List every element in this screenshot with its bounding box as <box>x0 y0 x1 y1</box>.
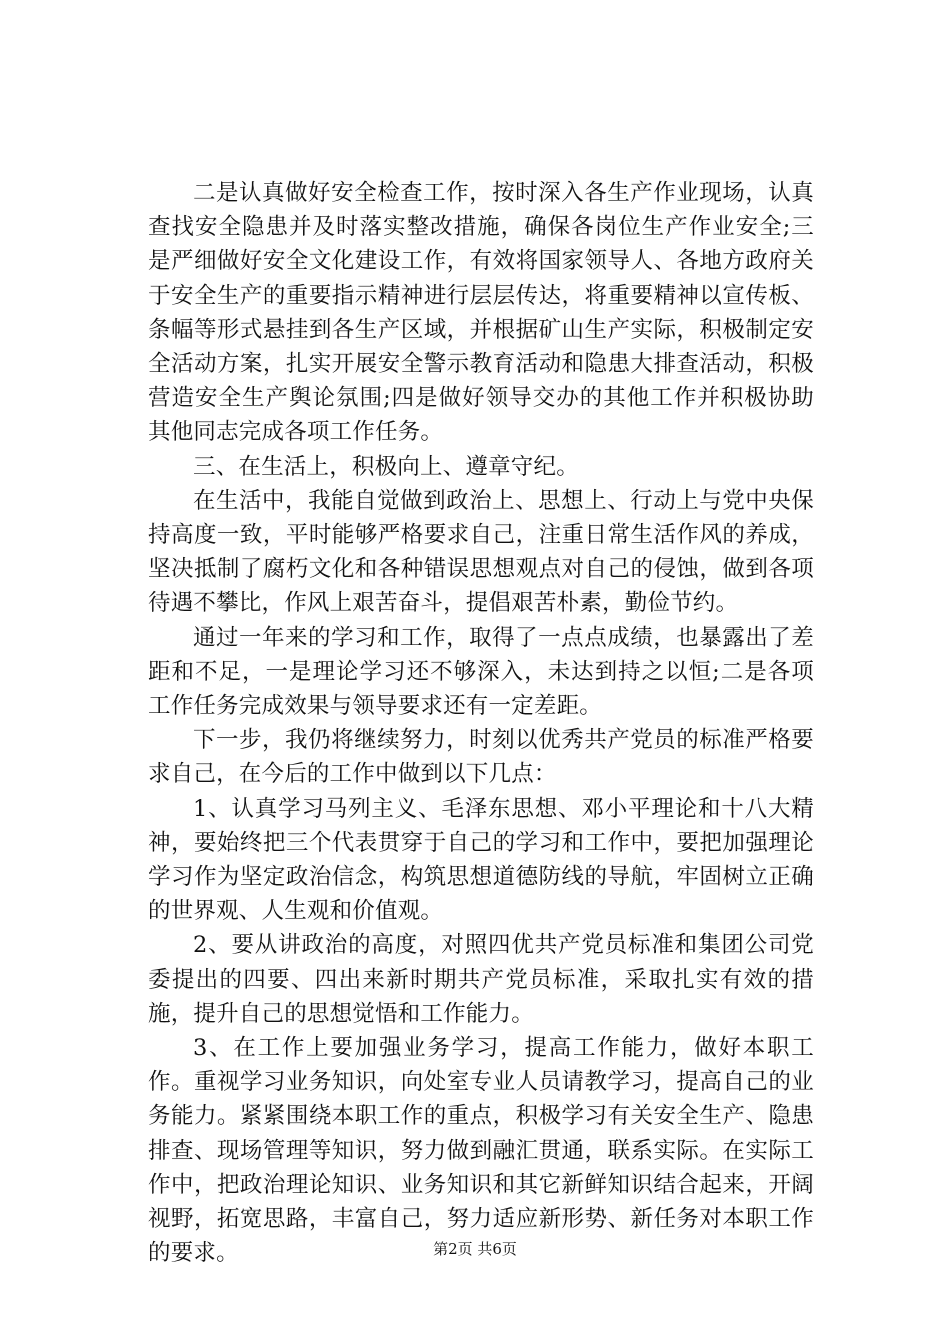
paragraph-next-step: 下一步，我仍将继续努力，时刻以优秀共产党员的标准严格要求自己，在今后的工作中做到以下几点： <box>148 727 814 788</box>
list-item-1: 1、认真学习马列主义、毛泽东思想、邓小平理论和十八大精神，要始终把三个代表贯穿于自己的学习和工作中，要把加强理论学习作为坚定政治信念，构筑思想道德防线的导航，牢固树立正确的世界观、人生观和价值观。 <box>148 795 814 925</box>
paragraph-life: 在生活中，我能自觉做到政治上、思想上、行动上与党中央保持高度一致，平时能够严格要求自己，注重日常生活作风的养成，坚决抵制了腐朽文化和各种错误思想观点对自己的侵蚀，做到各项待遇不攀比，作风上艰苦奋斗，提倡艰苦朴素，勤俭节约。 <box>148 487 814 617</box>
document-body <box>148 176 814 1271</box>
heading-life-section: 三、在生活上，积极向上、遵章守纪。 <box>193 453 579 480</box>
list-item-2: 2、要从讲政治的高度，对照四优共产党员标准和集团公司党委提出的四要、四出来新时期共产党员标准，采取扎实有效的措施，提升自己的思想觉悟和工作能力。 <box>148 932 814 1027</box>
list-item-3: 3、在工作上要加强业务学习，提高工作能力，做好本职工作。重视学习业务知识，向处室专业人员请教学习，提高自己的业务能力。紧紧围绕本职工作的重点，积极学习有关安全生产、隐患排查、现场管理等知识，努力做到融汇贯通，联系实际。在实际工作中，把政治理论知识、业务知识和其它新鲜知识结合起来，开阔视野，拓宽思路，丰富自己，努力适应新形势、新任务对本职工作的要求。 <box>148 1035 814 1267</box>
page-number-footer: 第2页 共6页 <box>433 1240 517 1258</box>
paragraph-shortcomings: 通过一年来的学习和工作，取得了一点点成绩，也暴露出了差距和不足，一是理论学习还不够深入，未达到持之以恒;二是各项工作任务完成效果与领导要求还有一定差距。 <box>148 624 814 720</box>
paragraph-safety-work: 二是认真做好安全检查工作，按时深入各生产作业现场，认真查找安全隐患并及时落实整改措施，确保各岗位生产作业安全;三是严细做好安全文化建设工作，有效将国家领导人、各地方政府关于安全生产的重要指示精神进行层层传达，将重要精神以宣传板、条幅等形式悬挂到各生产区域，并根据矿山生产实际，积极制定安全活动方案，扎实开展安全警示教育活动和隐患大排查活动，积极营造安全生产舆论氛围;四是做好领导交办的其他工作并积极协助其他同志完成各项工作任务。 <box>148 180 814 446</box>
